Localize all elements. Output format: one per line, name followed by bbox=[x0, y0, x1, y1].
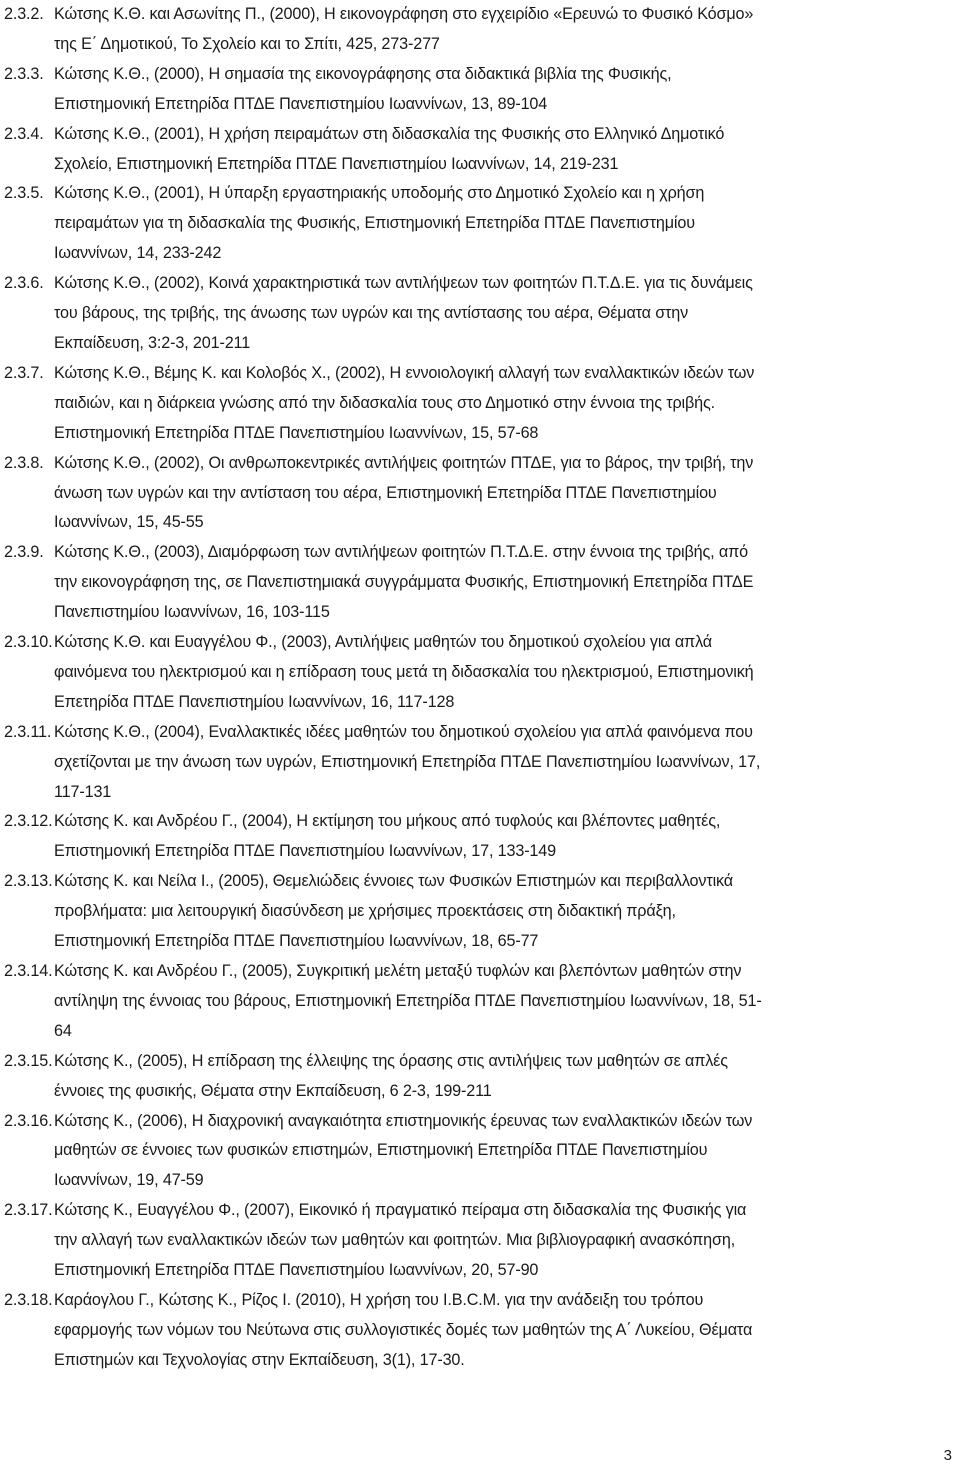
reference-text-line: Κώτσης Κ.Θ., (2004), Εναλλακτικές ιδέες μαθητών του δημοτικού σχολείου για απλά φαινόμενα που bbox=[54, 722, 753, 741]
reference-number: 2.3.18. bbox=[4, 1290, 53, 1309]
reference-list bbox=[4, 0, 954, 1376]
reference-item bbox=[4, 359, 954, 449]
reference-text-line: Ιωαννίνων, 15, 45-55 bbox=[54, 513, 204, 532]
reference-number: 2.3.7. bbox=[4, 363, 44, 382]
reference-text-line: Κώτσης Κ.Θ., (2003), Διαμόρφωση των αντιλήψεων φοιτητών Π.Τ.Δ.Ε. στην έννοια της τριβής, από bbox=[54, 543, 748, 562]
reference-item bbox=[4, 628, 954, 718]
reference-number: 2.3.5. bbox=[4, 184, 44, 203]
reference-text-line: μαθητών σε έννοιες των φυσικών επιστημών, Επιστημονική Επετηρίδα ΠΤΔΕ Πανεπιστημίου bbox=[54, 1141, 708, 1160]
reference-text-line: Κώτσης Κ.Θ., (2001), Η χρήση πειραμάτων στη διδασκαλία της Φυσικής στο Ελληνικό Δημοτικό bbox=[54, 124, 725, 143]
reference-text-line: Κώτσης Κ.Θ., (2002), Κοινά χαρακτηριστικά των αντιλήψεων των φοιτητών Π.Τ.Δ.Ε. για τις δυνάμεις bbox=[54, 274, 753, 293]
reference-text-line: έννοιες της φυσικής, Θέματα στην Εκπαίδευση, 6 2-3, 199-211 bbox=[54, 1081, 492, 1100]
reference-number: 2.3.13. bbox=[4, 872, 53, 891]
reference-text-line: Κώτσης Κ.Θ., (2002), Οι ανθρωποκεντρικές αντιλήψεις φοιτητών ΠΤΔΕ, για το βάρος, την τριβή, την bbox=[54, 453, 754, 472]
reference-text-line: Κώτσης Κ. και Ανδρέου Γ., (2004), Η εκτίμηση του μήκους από τυφλούς και βλέποντες μαθητές, bbox=[54, 812, 721, 831]
reference-text-line: του βάρους, της τριβής, της άνωσης των υγρών και της αντίστασης του αέρα, Θέματα στην bbox=[54, 304, 689, 323]
reference-text-line: Ιωαννίνων, 19, 47-59 bbox=[54, 1171, 204, 1190]
reference-text-line: Κώτσης Κ.Θ., (2000), Η σημασία της εικονογράφησης στα διδακτικά βιβλία της Φυσικής, bbox=[54, 64, 672, 83]
reference-text-line: πειραμάτων για τη διδασκαλία της Φυσικής, Επιστημονική Επετηρίδα ΠΤΔΕ Πανεπιστημίου bbox=[54, 214, 695, 233]
reference-item bbox=[4, 718, 954, 808]
reference-text-line: την εικονογράφηση της, σε Πανεπιστημιακά συγγράμματα Φυσικής, Επιστημονική Επετηρίδα ΠΤΔΕ bbox=[54, 573, 754, 592]
reference-item bbox=[4, 1286, 954, 1376]
reference-text-line: Ιωαννίνων, 14, 233-242 bbox=[54, 244, 222, 263]
reference-text-line: αντίληψη της έννοιας του βάρους, Επιστημονική Επετηρίδα ΠΤΔΕ Πανεπιστημίου Ιωαννίνων, 18, 51- bbox=[54, 991, 762, 1010]
reference-item bbox=[4, 0, 954, 60]
reference-text-line: Κώτσης Κ.Θ., (2001), Η ύπαρξη εργαστηριακής υποδομής στο Δημοτικό Σχολείο και η χρήση bbox=[54, 184, 705, 203]
reference-text-line: Κώτσης Κ.Θ., Βέμης Κ. και Κολοβός Χ., (2002), Η εννοιολογική αλλαγή των εναλλακτικών ιδεών των bbox=[54, 363, 755, 382]
reference-item bbox=[4, 1047, 954, 1107]
reference-text-line: Επετηρίδα ΠΤΔΕ Πανεπιστημίου Ιωαννίνων, 16, 117-128 bbox=[54, 692, 455, 711]
reference-number: 2.3.12. bbox=[4, 812, 53, 831]
reference-text-line: Κώτσης Κ.Θ. και Ευαγγέλου Φ., (2003), Αντιλήψεις μαθητών του δημοτικού σχολείου για απλά bbox=[54, 633, 712, 652]
reference-text-line: Κώτσης Κ. και Νείλα Ι., (2005), Θεμελιώδεις έννοιες των Φυσικών Επιστημών και περιβαλλοντικά bbox=[54, 872, 733, 891]
reference-number: 2.3.17. bbox=[4, 1201, 53, 1220]
reference-item bbox=[4, 867, 954, 957]
reference-text-line: Επιστημονική Επετηρίδα ΠΤΔΕ Πανεπιστημίου Ιωαννίνων, 18, 65-77 bbox=[54, 932, 539, 951]
reference-text-line: Κώτσης Κ., Ευαγγέλου Φ., (2007), Εικονικό ή πραγματικό πείραμα στη διδασκαλία της Φυσικής για bbox=[54, 1201, 747, 1220]
reference-text-line: 64 bbox=[54, 1021, 72, 1040]
reference-number: 2.3.16. bbox=[4, 1111, 53, 1130]
reference-text-line: άνωση των υγρών και την αντίσταση του αέρα, Επιστημονική Επετηρίδα ΠΤΔΕ Πανεπιστημίου bbox=[54, 483, 717, 502]
reference-item bbox=[4, 179, 954, 269]
reference-number: 2.3.4. bbox=[4, 124, 44, 143]
reference-text-line: σχετίζονται με την άνωση των υγρών, Επιστημονική Επετηρίδα ΠΤΔΕ Πανεπιστημίου Ιωαννίνων, 17, bbox=[54, 752, 761, 771]
reference-text-line: φαινόμενα του ηλεκτρισμού και η επίδραση τους μετά τη διδασκαλία του ηλεκτρισμού, Επιστημονική bbox=[54, 662, 754, 681]
reference-number: 2.3.10. bbox=[4, 633, 53, 652]
reference-text-line: Κώτσης Κ., (2005), Η επίδραση της έλλειψης της όρασης στις αντιλήψεις των μαθητών σε απλές bbox=[54, 1051, 728, 1070]
reference-number: 2.3.3. bbox=[4, 64, 44, 83]
reference-text-line: Κώτσης Κ. και Ανδρέου Γ., (2005), Συγκριτική μελέτη μεταξύ τυφλών και βλεπόντων μαθητών στην bbox=[54, 962, 742, 980]
reference-item bbox=[4, 807, 954, 867]
reference-text-line: Επιστημονική Επετηρίδα ΠΤΔΕ Πανεπιστημίου Ιωαννίνων, 17, 133-149 bbox=[54, 842, 556, 861]
reference-text-line: 117-131 bbox=[54, 782, 112, 801]
reference-text-line: Επιστημονική Επετηρίδα ΠΤΔΕ Πανεπιστημίου Ιωαννίνων, 20, 57-90 bbox=[54, 1261, 539, 1280]
reference-number: 2.3.14. bbox=[4, 962, 53, 980]
reference-text-line: Επιστημονική Επετηρίδα ΠΤΔΕ Πανεπιστημίου Ιωαννίνων, 15, 57-68 bbox=[54, 423, 539, 442]
reference-text-line: Πανεπιστημίου Ιωαννίνων, 16, 103-115 bbox=[54, 603, 330, 622]
reference-text-line: προβλήματα: μια λειτουργική διασύνδεση με χρήσιμες προεκτάσεις στη διδακτική πράξη, bbox=[54, 902, 676, 921]
reference-text-line: Καράογλου Γ., Κώτσης Κ., Ρίζος Ι. (2010), Η χρήση του Ι.Β.C.Μ. για την ανάδειξη του τρόπου bbox=[54, 1290, 704, 1309]
reference-number: 2.3.11. bbox=[4, 722, 52, 741]
reference-item bbox=[4, 538, 954, 628]
reference-text-line: της Ε΄ Δημοτικού, Το Σχολείο και το Σπίτι, 425, 273-277 bbox=[54, 34, 440, 53]
reference-number: 2.3.8. bbox=[4, 453, 44, 472]
reference-item bbox=[4, 269, 954, 359]
reference-text-line: Επιστημονική Επετηρίδα ΠΤΔΕ Πανεπιστημίου Ιωαννίνων, 13, 89-104 bbox=[54, 94, 548, 113]
page-number: 3 bbox=[943, 1447, 952, 1464]
reference-text-line: Σχολείο, Επιστημονική Επετηρίδα ΠΤΔΕ Πανεπιστημίου Ιωαννίνων, 14, 219-231 bbox=[54, 154, 619, 173]
reference-item bbox=[4, 1196, 954, 1286]
reference-number: 2.3.9. bbox=[4, 543, 44, 562]
reference-item bbox=[4, 957, 954, 1047]
reference-text-line: Κώτσης Κ., (2006), Η διαχρονική αναγκαιότητα επιστημονικής έρευνας των εναλλακτικών ιδεών των bbox=[54, 1111, 753, 1130]
reference-text-line: παιδιών, και η διάρκεια γνώσης από την διδασκαλία τους στο Δημοτικό στην έννοια της τριβής. bbox=[54, 393, 715, 412]
reference-item bbox=[4, 449, 954, 539]
reference-item bbox=[4, 60, 954, 120]
reference-number: 2.3.2. bbox=[4, 5, 44, 23]
reference-text-line: Εκπαίδευση, 3:2-3, 201-211 bbox=[54, 333, 251, 352]
reference-item bbox=[4, 1107, 954, 1197]
reference-number: 2.3.6. bbox=[4, 274, 44, 293]
reference-text-line: Επιστημών και Τεχνολογίας στην Εκπαίδευση, 3(1), 17-30. bbox=[54, 1350, 465, 1369]
reference-item bbox=[4, 120, 954, 180]
reference-number: 2.3.15. bbox=[4, 1051, 53, 1070]
reference-text-line: εφαρμογής των νόμων του Νεύτωνα στις συλλογιστικές δομές των μαθητών της Α΄ Λυκείου, Θέματα bbox=[54, 1320, 753, 1339]
reference-text-line: την αλλαγή των εναλλακτικών ιδεών των μαθητών και φοιτητών. Μια βιβλιογραφική ανασκόπηση, bbox=[54, 1231, 736, 1250]
reference-text-line: Κώτσης Κ.Θ. και Ασωνίτης Π., (2000), Η εικονογράφηση στο εγχειρίδιο «Ερευνώ το Φυσικό Κόσμο» bbox=[54, 5, 754, 23]
